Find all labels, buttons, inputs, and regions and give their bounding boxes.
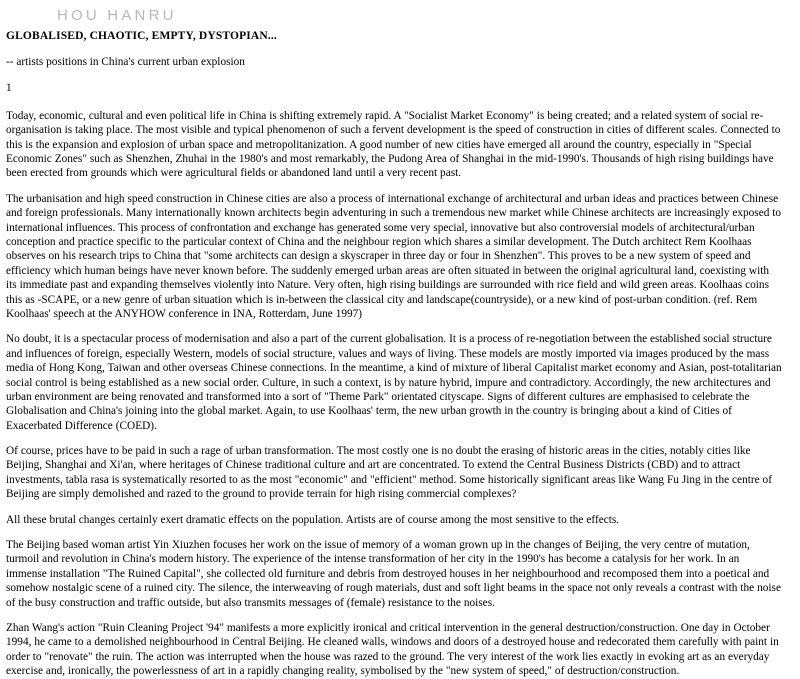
body-paragraph: Today, economic, cultural and even political life in China is shifting extremely rapid. A "Socialist Market Economy" is being created; and a related system of social re-organisation is taking place. The most visible and typical phenomenon of such a fervent development is the speed of construction in cities of different scales. Connected to this is the expansion and explosion of urban space and metropolitanization. A good number of new cities have emerged all around the country, especially in "Special Economic Zones" such as Shenzhen, Zhuhai in the 1980's and most remarkably, the Pudong Area of Shanghai in the mid-1990's. Thousands of high rising buildings have been erected from grounds which were agricultural fields or abandoned land until a very recent past. [6, 109, 781, 180]
body-paragraph: Zhan Wang's action "Ruin Cleaning Project '94" manifests a more explicitly ironical and critical intervention in the general destruction/construction. One day in October 1994, he came to a demolished neighbourhood in Central Beijing. He cleaned walls, windows and doors of a destroyed house and redecorated them carefully with paint in order to "renovate" the ruin. The action was interrupted when the house was razed to the ground. The very interest of the work lies exactly in evoking art as an everyday exercise and, ironically, the powerlessness of art in a rapidly changing reality, symbolised by the "new system of speed," of destruction/construction. [6, 622, 779, 678]
article-subtitle: -- artists positions in China's current urban explosion [6, 55, 245, 68]
paragraph-container [6, 109, 782, 679]
body-paragraph: All these brutal changes certainly exert dramatic effects on the population. Artists are of course among the most sensitive to the effects. [6, 513, 620, 526]
site-logo: HOU HANRU [57, 6, 177, 24]
body-paragraph: The urbanisation and high speed construction in Chinese cities are also a process of international exchange of architectural and urban ideas and practices between Chinese and foreign professionals. Many internationally known architects begin adventuring in such a tremendous new market while Chinese architects are increasingly exposed to international influences. This process of confrontation and exchange has generated some very special, innovative but also controversial models of architectural/urban conception and practice specific to the particular context of China and the neighbour region which shares a similar development. The Dutch architect Rem Koolhaas observes on his research trips to China that "some architects can design a skyscraper in three day or four in Shenzhen". This proves to be a new system of speed and efficiency which human beings have never known before. The suddenly emerged urban areas are often situated in between the original agricultural land, coexisting with its immediate past and expanding themselves violently into Nature. Very often, high rising buildings are surrounded with rice field and wild green areas. Koolhaas coins this as -SCAPE, or a new genre of urban situation which is in-between the classical city and landscape(countryside), or a new kind of post-urban condition. (ref. Rem Koolhaas' speech at the ANYHOW conference in INA, Rotterdam, June 1997) [6, 192, 782, 320]
article-body [5, 30, 790, 679]
body-paragraph: No doubt, it is a spectacular process of modernisation and also a part of the current globalisation. It is a process of re-negotiation between the established social structure and influences of foreign, especially Western, models of social structure, values and ways of living. These models are mostly imported via images produced by the mass media of Hong Kong, Taiwan and other overseas Chinese connections. In the meantime, a kind of mixture of liberal Capitalist market economy and Asian, post-totalitarian social control is being established as a new social order. Culture, in such a context, is by nature hybrid, impure and contradictory. Accordingly, the new architectures and urban environment are being renovated and transformed into a sort of "Theme Park" orientated cityscape. Signs of different cultures are emphasised to celebrate the Globalisation and China's joining into the global market. Again, to use Koolhaas' term, the new urban growth in the country is bringing about a kind of Cities of Exacerbated Difference (COED). [6, 333, 782, 432]
body-paragraph: The Beijing based woman artist Yin Xiuzhen focuses her work on the issue of memory of a woman grown up in the changes of Beijing, the very centre of mutation, turmoil and revolution in China's modern history. The experience of the intense transformation of her city in the 1990's has become a catalysis for her work. In an immense installation "The Ruined Capital", she collected old furniture and debris from destroyed houses in her neighbourhood and recomposed them into a poetical and somehow nostalgic scene of a ruined city. The silence, the interweaving of rough materials, dust and soft light beams in the space not only reveals a contrast with the noise of the busy construction and traffic outside, but also transmits messages of (female) resistance to the noises. [6, 539, 781, 609]
section-number: 1 [6, 82, 12, 95]
site-masthead [5, 0, 790, 30]
article-title: GLOBALISED, CHAOTIC, EMPTY, DYSTOPIAN... [6, 30, 277, 42]
body-paragraph: Of course, prices have to be paid in such a rage of urban transformation. The most costly one is no doubt the erasing of historic areas in the cities, notably cities like Beijing, Shanghai and Xi'an, where heritages of Chinese traditional culture and art are concentrated. To extend the Central Business Districts (CBD) and to attract investments, tabla rasa is systematically resorted to as the most "economic" and "efficient" method. Some historically significant areas like Wang Fu Jing in the centre of Beijing are simply demolished and razed to the ground to provide terrain for high rising commercial complexes? [6, 445, 772, 501]
